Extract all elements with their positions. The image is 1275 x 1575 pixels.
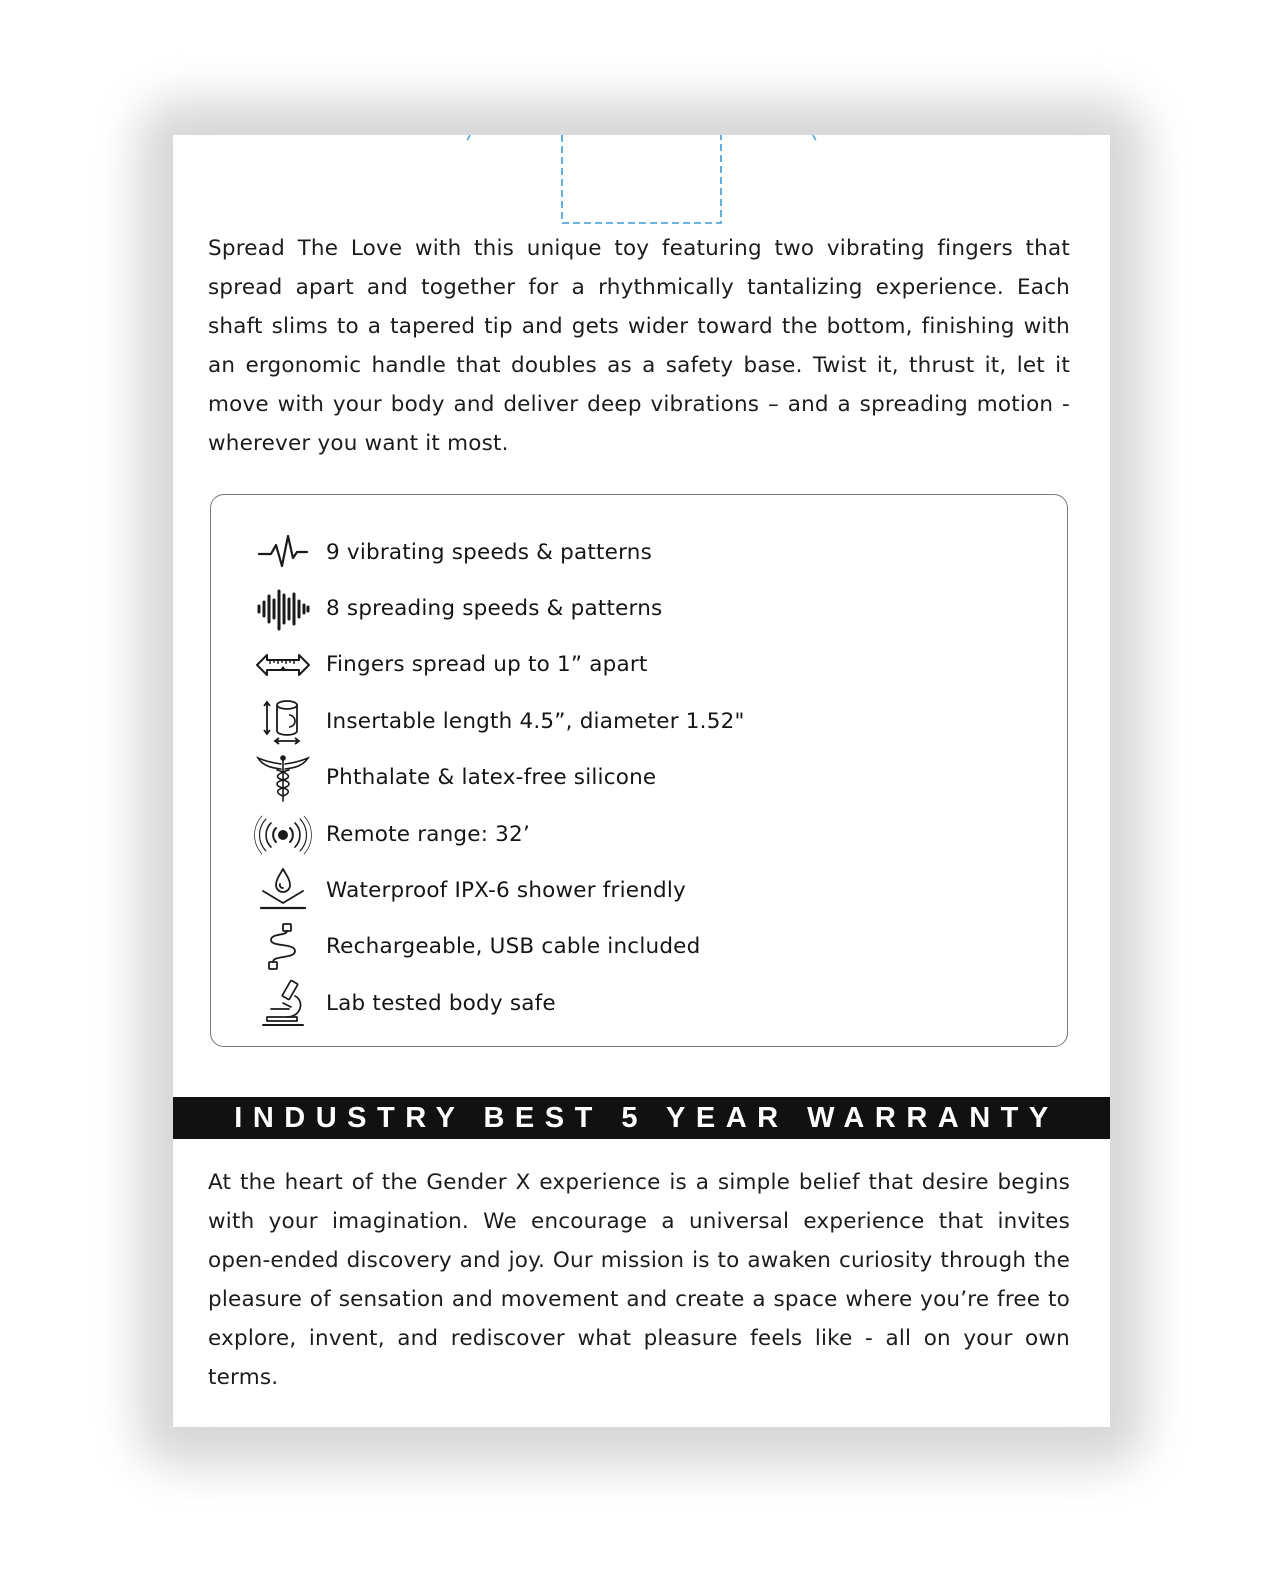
feature-item bbox=[253, 750, 745, 806]
feature-label: 9 vibrating speeds & patterns bbox=[326, 539, 652, 565]
feature-label: Rechargeable, USB cable included bbox=[326, 934, 701, 960]
water-drop-icon bbox=[253, 866, 313, 916]
product-info-card bbox=[173, 135, 1110, 1427]
features-box bbox=[210, 494, 1068, 1047]
ruler-arrows-icon bbox=[253, 640, 313, 690]
cylinder-dimensions-icon bbox=[253, 696, 313, 746]
feature-label: Lab tested body safe bbox=[326, 990, 556, 1016]
feature-label: Remote range: 32’ bbox=[326, 821, 530, 847]
microscope-icon bbox=[253, 978, 313, 1028]
signal-icon bbox=[253, 809, 313, 859]
usb-cable-icon bbox=[253, 922, 313, 972]
feature-item bbox=[253, 637, 745, 693]
caduceus-icon bbox=[253, 753, 313, 803]
feature-item bbox=[253, 862, 745, 918]
feature-item bbox=[253, 524, 745, 580]
feature-item bbox=[253, 580, 745, 636]
warranty-banner-text: INDUSTRY BEST 5 YEAR WARRANTY bbox=[234, 1101, 1059, 1134]
feature-label: Insertable length 4.5”, diameter 1.52" bbox=[326, 708, 745, 734]
intro-paragraph: Spread The Love with this unique toy featuring two vibrating fingers that spread apart and together for a rhythmically tantalizing experience. Each shaft slims to a tapered tip and gets wider toward the bottom, finishing with an ergonomic handle that doubles as a safety base. Twist it, thrust it, let it move with your body and deliver deep vibrations – and a spreading motion - wherever you want it most. bbox=[208, 236, 1070, 456]
feature-item bbox=[253, 806, 745, 862]
cropped-product-diagram bbox=[173, 135, 1110, 230]
heartbeat-icon bbox=[253, 527, 313, 577]
feature-item bbox=[253, 919, 745, 975]
feature-item bbox=[253, 975, 745, 1031]
feature-label: Phthalate & latex-free silicone bbox=[326, 765, 657, 791]
feature-label: Fingers spread up to 1” apart bbox=[326, 652, 648, 678]
feature-item bbox=[253, 693, 745, 749]
mission-paragraph: At the heart of the Gender X experience is a simple belief that desire begins with your imagination. We encourage a universal experience that invites open-ended discovery and joy. Our mission is to awaken curiosity through the pleasure of sensation and movement and create a space where you’re free to explore, invent, and rediscover what pleasure feels like - all on your own terms. bbox=[208, 1170, 1070, 1390]
sound-wave-icon bbox=[253, 584, 313, 634]
warranty-banner bbox=[173, 1097, 1110, 1139]
feature-label: Waterproof IPX-6 shower friendly bbox=[326, 878, 686, 904]
feature-label: 8 spreading speeds & patterns bbox=[326, 596, 663, 622]
feature-list bbox=[253, 524, 745, 1032]
